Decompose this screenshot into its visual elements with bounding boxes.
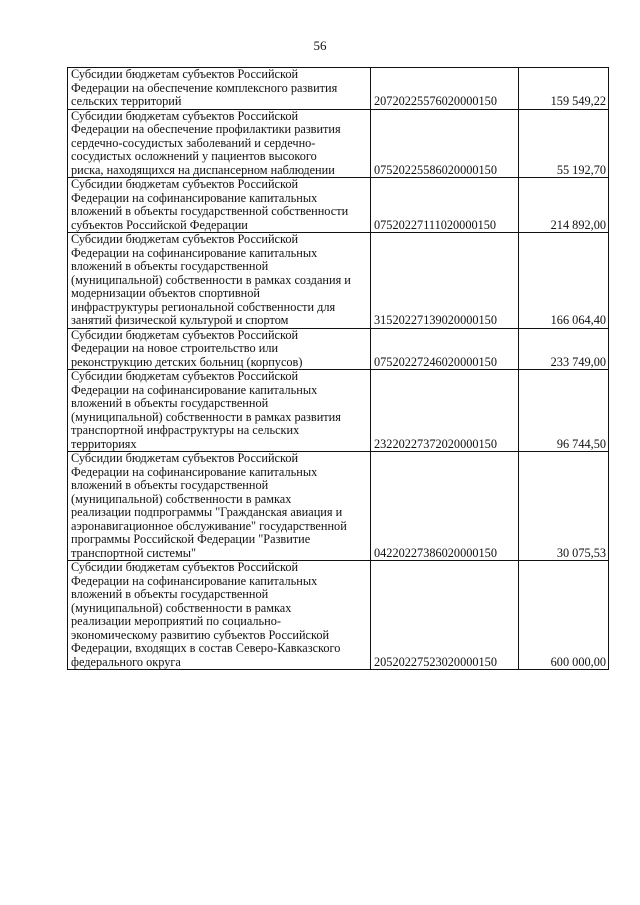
table-row <box>68 452 609 561</box>
row-description: Субсидии бюджетам субъектов Российской Федерации на софинансирование капитальных вложений в объекты государственной собственности субъектов Российской Федерации <box>68 178 371 233</box>
row-amount: 30 075,53 <box>519 452 609 561</box>
row-amount: 233 749,00 <box>519 328 609 370</box>
row-budget-code: 23220227372020000150 <box>371 370 519 452</box>
row-description: Субсидии бюджетам субъектов Российской Федерации на новое строительство или реконструкцию детских больниц (корпусов) <box>68 328 371 370</box>
table-row <box>68 370 609 452</box>
row-description: Субсидии бюджетам субъектов Российской Федерации на софинансирование капитальных вложений в объекты государственной (муниципальной) собственности в рамках реализации подпрограммы "Гражданская авиация и аэронавигационное обслуживание" государственной программы Российской Федерации "Развитие транспортной системы" <box>68 452 371 561</box>
row-budget-code: 31520227139020000150 <box>371 233 519 329</box>
row-description: Субсидии бюджетам субъектов Российской Федерации на софинансирование капитальных вложений в объекты государственной (муниципальной) собственности в рамках реализации мероприятий по социально- экономическому развитию субъектов Российской Федерации, входящих в состав Северо-Кавказского федерального округа <box>68 561 371 670</box>
row-amount: 600 000,00 <box>519 561 609 670</box>
row-budget-code: 07520227246020000150 <box>371 328 519 370</box>
row-description: Субсидии бюджетам субъектов Российской Федерации на обеспечение профилактики развития сердечно-сосудистых заболеваний и сердечно- сосудистых осложнений у пациентов высокого риска, находящихся на диспансерном наблюдении <box>68 109 371 178</box>
row-amount: 55 192,70 <box>519 109 609 178</box>
row-budget-code: 07520227111020000150 <box>371 178 519 233</box>
row-budget-code: 04220227386020000150 <box>371 452 519 561</box>
budget-table <box>67 67 609 670</box>
row-description: Субсидии бюджетам субъектов Российской Федерации на софинансирование капитальных вложений в объекты государственной (муниципальной) собственности в рамках развития транспортной инфраструктуры на сельских территориях <box>68 370 371 452</box>
row-description: Субсидии бюджетам субъектов Российской Федерации на обеспечение комплексного развития сельских территорий <box>68 68 371 110</box>
row-amount: 96 744,50 <box>519 370 609 452</box>
row-budget-code: 20520227523020000150 <box>371 561 519 670</box>
page-number: 56 <box>313 38 327 53</box>
row-budget-code: 20720225576020000150 <box>371 68 519 110</box>
table-row <box>68 109 609 178</box>
row-description: Субсидии бюджетам субъектов Российской Федерации на софинансирование капитальных вложений в объекты государственной (муниципальной) собственности в рамках создания и модернизации объектов спортивной инфраструктуры региональной собственности для занятий физической культурой и спортом <box>68 233 371 329</box>
table-row <box>68 178 609 233</box>
row-budget-code: 07520225586020000150 <box>371 109 519 178</box>
row-amount: 159 549,22 <box>519 68 609 110</box>
row-amount: 166 064,40 <box>519 233 609 329</box>
row-amount: 214 892,00 <box>519 178 609 233</box>
table-row <box>68 328 609 370</box>
table-row <box>68 233 609 329</box>
table-row <box>68 68 609 110</box>
table-row <box>68 561 609 670</box>
